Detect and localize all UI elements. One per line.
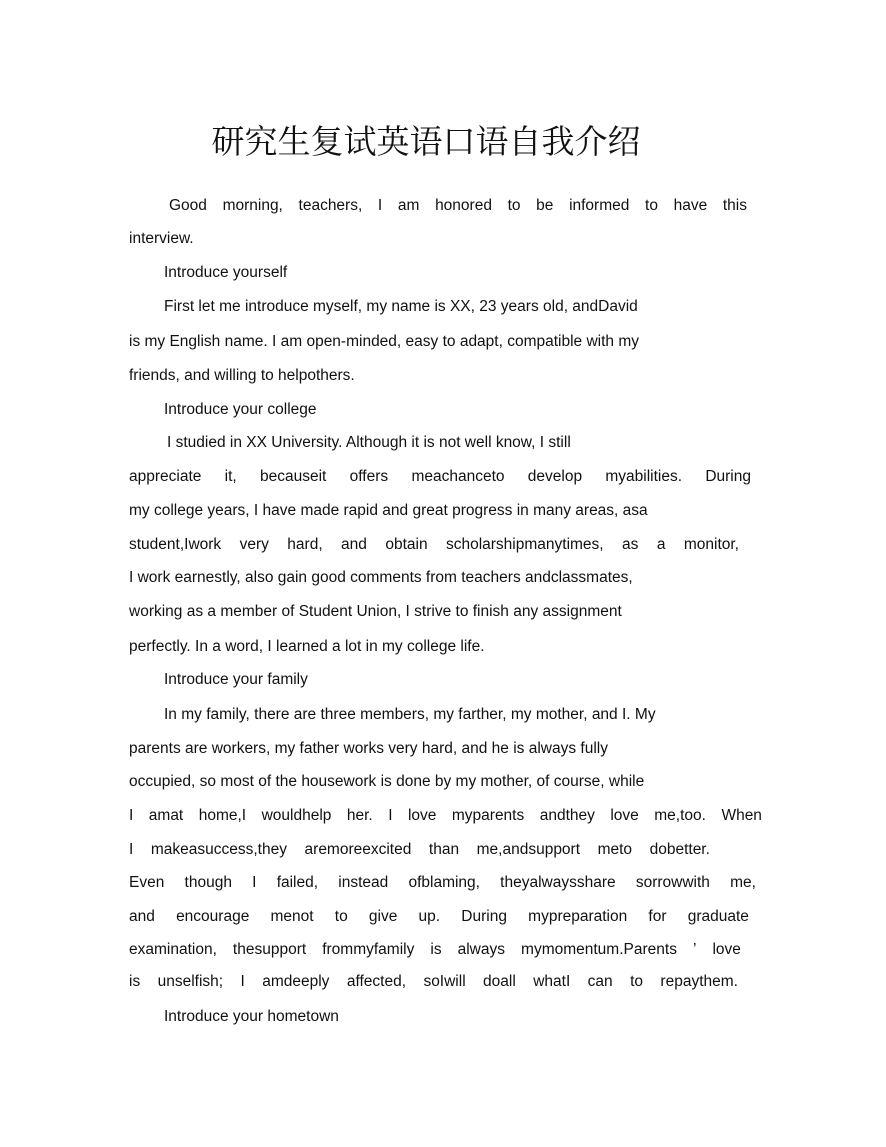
word: When bbox=[721, 807, 762, 824]
word: I bbox=[240, 973, 245, 990]
word: graduate bbox=[687, 908, 749, 925]
word: dobetter. bbox=[649, 841, 710, 858]
word: love bbox=[712, 941, 741, 958]
word: for bbox=[648, 908, 667, 925]
word: amdeeply bbox=[262, 973, 330, 990]
word: I bbox=[377, 197, 383, 214]
word: mymomentum.Parents bbox=[521, 941, 677, 958]
text-line bbox=[129, 873, 756, 893]
word: teachers, bbox=[298, 197, 363, 214]
section-heading: Introduce your college bbox=[164, 401, 317, 418]
text-line: friends, and willing to helpothers. bbox=[129, 367, 355, 384]
word: it, bbox=[224, 468, 237, 485]
text-line bbox=[129, 972, 738, 992]
word: monitor, bbox=[683, 536, 739, 553]
word: scholarshipmanytimes, bbox=[445, 536, 604, 553]
word: During bbox=[461, 908, 507, 925]
word: love bbox=[610, 807, 639, 824]
text-line bbox=[129, 467, 751, 487]
word: meto bbox=[597, 841, 633, 858]
text-line bbox=[129, 907, 749, 927]
word: meachanceto bbox=[411, 468, 505, 485]
text-line: interview. bbox=[129, 230, 194, 247]
word: can bbox=[587, 973, 613, 990]
word: sorrowwith bbox=[635, 874, 710, 891]
word: me, bbox=[730, 874, 756, 891]
text-line bbox=[129, 840, 710, 860]
word: unselfish; bbox=[157, 973, 224, 990]
text-line: I work earnestly, also gain good comments from teachers andclassmates, bbox=[129, 569, 633, 586]
word: myabilities. bbox=[605, 468, 683, 485]
word: and bbox=[341, 536, 367, 553]
word: am bbox=[397, 197, 420, 214]
word: this bbox=[722, 197, 747, 214]
text-line: I studied in XX University. Although it is not well know, I still bbox=[167, 434, 571, 451]
word: encourage bbox=[176, 908, 250, 925]
word: me,andsupport bbox=[476, 841, 581, 858]
word: honored bbox=[435, 197, 492, 214]
word: myparents bbox=[451, 807, 525, 824]
word: failed, bbox=[276, 874, 319, 891]
text-line: my college years, I have made rapid and great progress in many areas, asa bbox=[129, 502, 648, 519]
text-line: occupied, so most of the housework is done by my mother, of course, while bbox=[129, 773, 645, 790]
word: Good bbox=[169, 197, 207, 214]
word: her. bbox=[346, 807, 373, 824]
word: wouldhelp bbox=[261, 807, 332, 824]
word: offers bbox=[349, 468, 389, 485]
word: frommyfamily bbox=[322, 941, 415, 958]
word: to bbox=[645, 197, 658, 214]
word: theyalwaysshare bbox=[500, 874, 616, 891]
word: ofblaming, bbox=[408, 874, 480, 891]
word: be bbox=[536, 197, 554, 214]
word: appreciate bbox=[129, 468, 202, 485]
text-line: parents are workers, my father works very hard, and he is always fully bbox=[129, 740, 608, 757]
word: have bbox=[673, 197, 708, 214]
word: ’ bbox=[692, 941, 697, 958]
word: becauseit bbox=[260, 468, 327, 485]
word: give bbox=[368, 908, 398, 925]
word: I bbox=[252, 874, 257, 891]
text-line bbox=[129, 806, 762, 826]
word: is bbox=[129, 973, 141, 990]
word: I bbox=[129, 841, 134, 858]
word: andthey bbox=[539, 807, 595, 824]
word: develop bbox=[527, 468, 583, 485]
word: is bbox=[430, 941, 442, 958]
text-line: perfectly. In a word, I learned a lot in my college life. bbox=[129, 638, 485, 655]
word: thesupport bbox=[232, 941, 307, 958]
text-line bbox=[169, 196, 747, 216]
word: makeasuccess,they bbox=[150, 841, 287, 858]
section-heading: Introduce your hometown bbox=[164, 1008, 339, 1025]
text-line bbox=[129, 535, 739, 555]
document-title: 研究生复试英语口语自我介绍 bbox=[211, 122, 641, 161]
text-line: First let me introduce myself, my name is XX, 23 years old, andDavid bbox=[164, 298, 638, 315]
word: a bbox=[656, 536, 666, 553]
word: amat bbox=[148, 807, 184, 824]
word: informed bbox=[569, 197, 630, 214]
word: I bbox=[388, 807, 393, 824]
word: to bbox=[630, 973, 644, 990]
word: mypreparation bbox=[528, 908, 628, 925]
word: always bbox=[457, 941, 505, 958]
word: home,I bbox=[198, 807, 247, 824]
section-heading: Introduce your family bbox=[164, 671, 308, 688]
word: menot bbox=[270, 908, 314, 925]
word: Even bbox=[129, 874, 165, 891]
word: soIwill bbox=[423, 973, 466, 990]
word: very bbox=[239, 536, 269, 553]
word: During bbox=[705, 468, 751, 485]
word: hard, bbox=[287, 536, 323, 553]
word: doall bbox=[483, 973, 516, 990]
word: though bbox=[184, 874, 232, 891]
word: love bbox=[407, 807, 437, 824]
word: examination, bbox=[129, 941, 217, 958]
word: I bbox=[129, 807, 134, 824]
word: to bbox=[507, 197, 521, 214]
word: whatI bbox=[533, 973, 571, 990]
word: aremoreexcited bbox=[304, 841, 412, 858]
word: obtain bbox=[385, 536, 428, 553]
word: to bbox=[334, 908, 348, 925]
section-heading: Introduce yourself bbox=[164, 264, 288, 281]
word: and bbox=[129, 908, 155, 925]
text-line: working as a member of Student Union, I strive to finish any assignment bbox=[129, 603, 622, 620]
text-line bbox=[129, 940, 741, 960]
word: morning, bbox=[222, 197, 283, 214]
word: repaythem. bbox=[660, 973, 738, 990]
word: as bbox=[622, 536, 639, 553]
word: instead bbox=[338, 874, 389, 891]
word: up. bbox=[418, 908, 441, 925]
word: than bbox=[428, 841, 460, 858]
word: student,Iwork bbox=[129, 536, 222, 553]
text-line: is my English name. I am open-minded, easy to adapt, compatible with my bbox=[129, 333, 640, 350]
text-line: In my family, there are three members, my farther, my mother, and I. My bbox=[164, 706, 656, 723]
word: me,too. bbox=[654, 807, 706, 824]
word: affected, bbox=[346, 973, 407, 990]
